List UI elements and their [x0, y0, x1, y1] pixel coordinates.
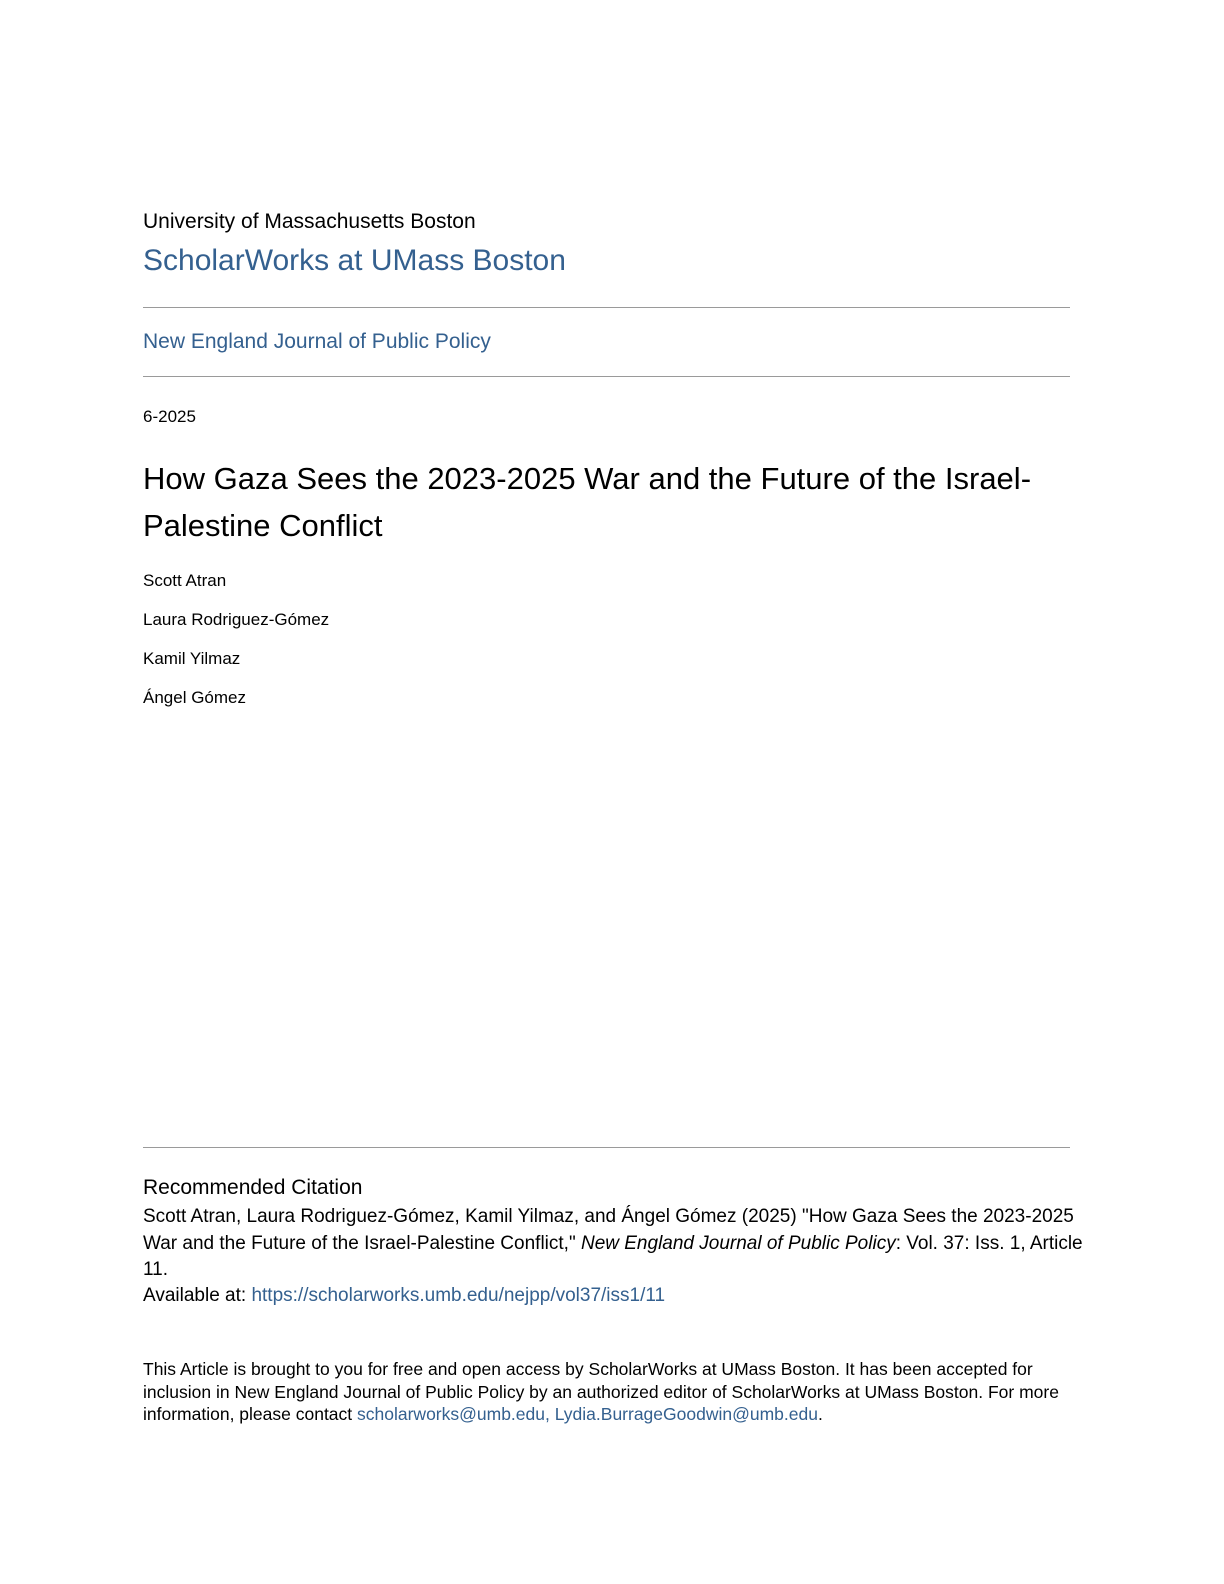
access-note-text: This Article is brought to you for free and open access by ScholarWorks at UMass Boston. It has been accepted for inclusion in New England Journal of Public Policy by an authorized editor of ScholarWorks at UMass Boston. For more information, please contact	[143, 1359, 1059, 1424]
author-item: Scott Atran	[143, 571, 227, 590]
citation-heading: Recommended Citation	[143, 1176, 363, 1199]
author-item: Laura Rodriguez-Gómez	[143, 610, 330, 629]
article-title: How Gaza Sees the 2023-2025 War and the Future of the Israel-Palestine Conflict	[143, 461, 1032, 543]
divider-citation	[143, 1147, 1070, 1148]
citation-url-link[interactable]: https://scholarworks.umb.edu/nejpp/vol37/iss1/11	[251, 1285, 666, 1306]
open-access-note	[143, 1358, 1073, 1426]
citation-available	[143, 1283, 665, 1310]
citation-journal: New England Journal of Public Policy	[580, 1232, 896, 1254]
citation-text	[143, 1204, 1083, 1284]
available-label: Available at:	[143, 1285, 252, 1306]
divider-journal	[143, 376, 1070, 377]
citation-authors-title: Scott Atran, Laura Rodriguez-Gómez, Kamil Yilmaz, and Ángel Gómez (2025) "How Gaza Sees the 2023-2025 War and the Future of the Israel-Palestine Conflict,"	[143, 1206, 1074, 1254]
access-note-period: .	[817, 1404, 823, 1424]
contact-email-link[interactable]: scholarworks@umb.edu, Lydia.BurrageGoodwin@umb.edu	[357, 1404, 818, 1424]
author-item: Ángel Gómez	[143, 688, 246, 707]
publication-date: 6-2025	[143, 407, 196, 426]
citation-volume: : Vol. 37: Iss. 1, Article 11.	[143, 1232, 1083, 1280]
journal-link[interactable]: New England Journal of Public Policy	[143, 330, 491, 353]
repository-link[interactable]: ScholarWorks at UMass Boston	[143, 244, 566, 277]
divider-top	[143, 307, 1070, 308]
author-item: Kamil Yilmaz	[143, 649, 241, 668]
author-list	[143, 570, 329, 726]
institution-name: University of Massachusetts Boston	[143, 210, 476, 233]
